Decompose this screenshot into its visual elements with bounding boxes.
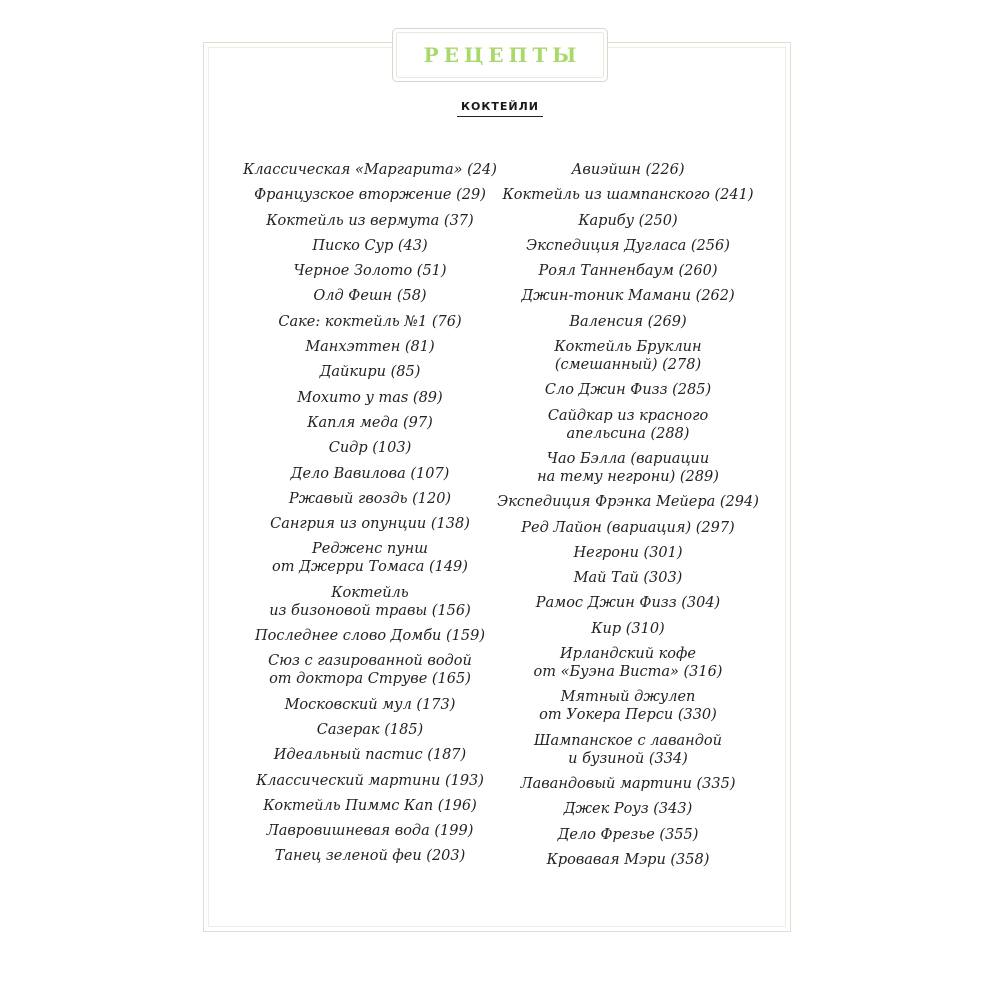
recipe-list-item: Май Тай (303) [573,570,683,587]
title-banner [392,28,608,82]
section-heading-wrapper [0,100,1000,117]
recipe-list-item: Мохито у mas (89) [297,389,443,406]
recipe-list-item: Авиэйшн (226) [571,162,685,178]
recipe-list-item: Коктейль Бруклин (смешанный) (278) [554,339,702,374]
recipe-list-item: Идеальный пастис (187) [273,747,467,764]
recipe-list-item: Экспедиция Фрэнка Мейера (294) [497,494,759,511]
recipe-list-item: Экспедиция Дугласа (256) [526,237,730,254]
recipe-list-item: Чао Бэлла (вариации на тему негрони) (289) [537,450,719,485]
recipe-list-item: Дело Вавилова (107) [290,465,450,482]
recipe-list-item: Мятный джулеп от Уокера Перси (330) [539,689,717,724]
recipe-list-item: Ржавый гвоздь (120) [288,490,452,507]
recipe-list-item: Коктейль из бизоновой травы (156) [269,584,471,619]
recipe-list-item: Роял Танненбаум (260) [538,263,718,280]
recipe-list-item: Коктейль Пиммс Кап (196) [263,797,477,814]
recipe-list-item: Танец зеленой феи (203) [274,848,466,865]
recipe-list-item: Сидр (103) [328,440,412,457]
recipe-list-item: Московский мул (173) [284,696,456,713]
recipe-list-item: Сюз с газированной водой от доктора Струве (165) [268,653,472,688]
recipe-list-item: Кровавая Мэри (358) [546,851,710,868]
recipe-list-item: Кир (310) [591,620,665,637]
recipe-list-item: Черное Золото (51) [293,263,447,280]
recipe-list-item: Коктейль из шампанского (241) [502,187,754,204]
recipe-list-item: Коктейль из вермута (37) [266,212,474,229]
recipe-list-item: Сайдкар из красного апельсина (288) [547,407,709,442]
recipe-list-item: Саке: коктейль №1 (76) [278,313,462,330]
recipe-list-item: Последнее слово Домби (159) [254,628,485,645]
recipe-list-item: Сло Джин Физз (285) [544,382,712,399]
recipe-list-item: Сазерак (185) [316,721,424,738]
recipe-list-item: Писко Сур (43) [312,237,428,254]
recipe-list-item: Сангрия из опунции (138) [270,516,470,533]
recipe-list-item: Редженс пунш от Джерри Томаса (149) [272,541,468,576]
recipe-list-item: Негрони (301) [573,544,683,561]
recipe-list-item: Капля меда (97) [307,414,433,431]
recipe-list-item: Дайкири (85) [319,364,421,381]
recipe-list-item: Карибу (250) [578,212,678,229]
recipe-list-item: Ред Лайон (вариация) (297) [521,519,735,536]
recipe-list-item: Лавандовый мартини (335) [520,775,736,792]
recipe-list-item: Олд Фешн (58) [313,288,427,305]
recipe-list-item: Джек Роуз (343) [563,801,693,818]
recipe-list-item: Классическая «Маргарита» (24) [243,162,497,178]
recipe-list-item: Ирландский кофе от «Буэна Виста» (316) [533,646,723,681]
recipe-list-item: Валенсия (269) [569,313,687,330]
page-title: РЕЦЕПТЫ [423,43,582,67]
recipe-list-left [220,161,520,873]
recipe-list-item: Манхэттен (81) [305,339,435,356]
recipe-list-item: Рамос Джин Физз (304) [535,595,721,612]
recipe-list-item: Классический мартини (193) [256,772,484,789]
recipe-list-item: Шампанское с лавандой и бузиной (334) [534,732,722,767]
recipe-list-item: Дело Фрезье (355) [557,826,699,843]
section-heading: КОКТЕЙЛИ [457,100,543,117]
recipe-list-right [478,161,778,876]
recipe-list-item: Лавровишневая вода (199) [266,823,474,840]
recipe-list-item: Джин-тоник Мамани (262) [521,288,735,305]
recipe-list-item: Французское вторжение (29) [254,187,486,204]
